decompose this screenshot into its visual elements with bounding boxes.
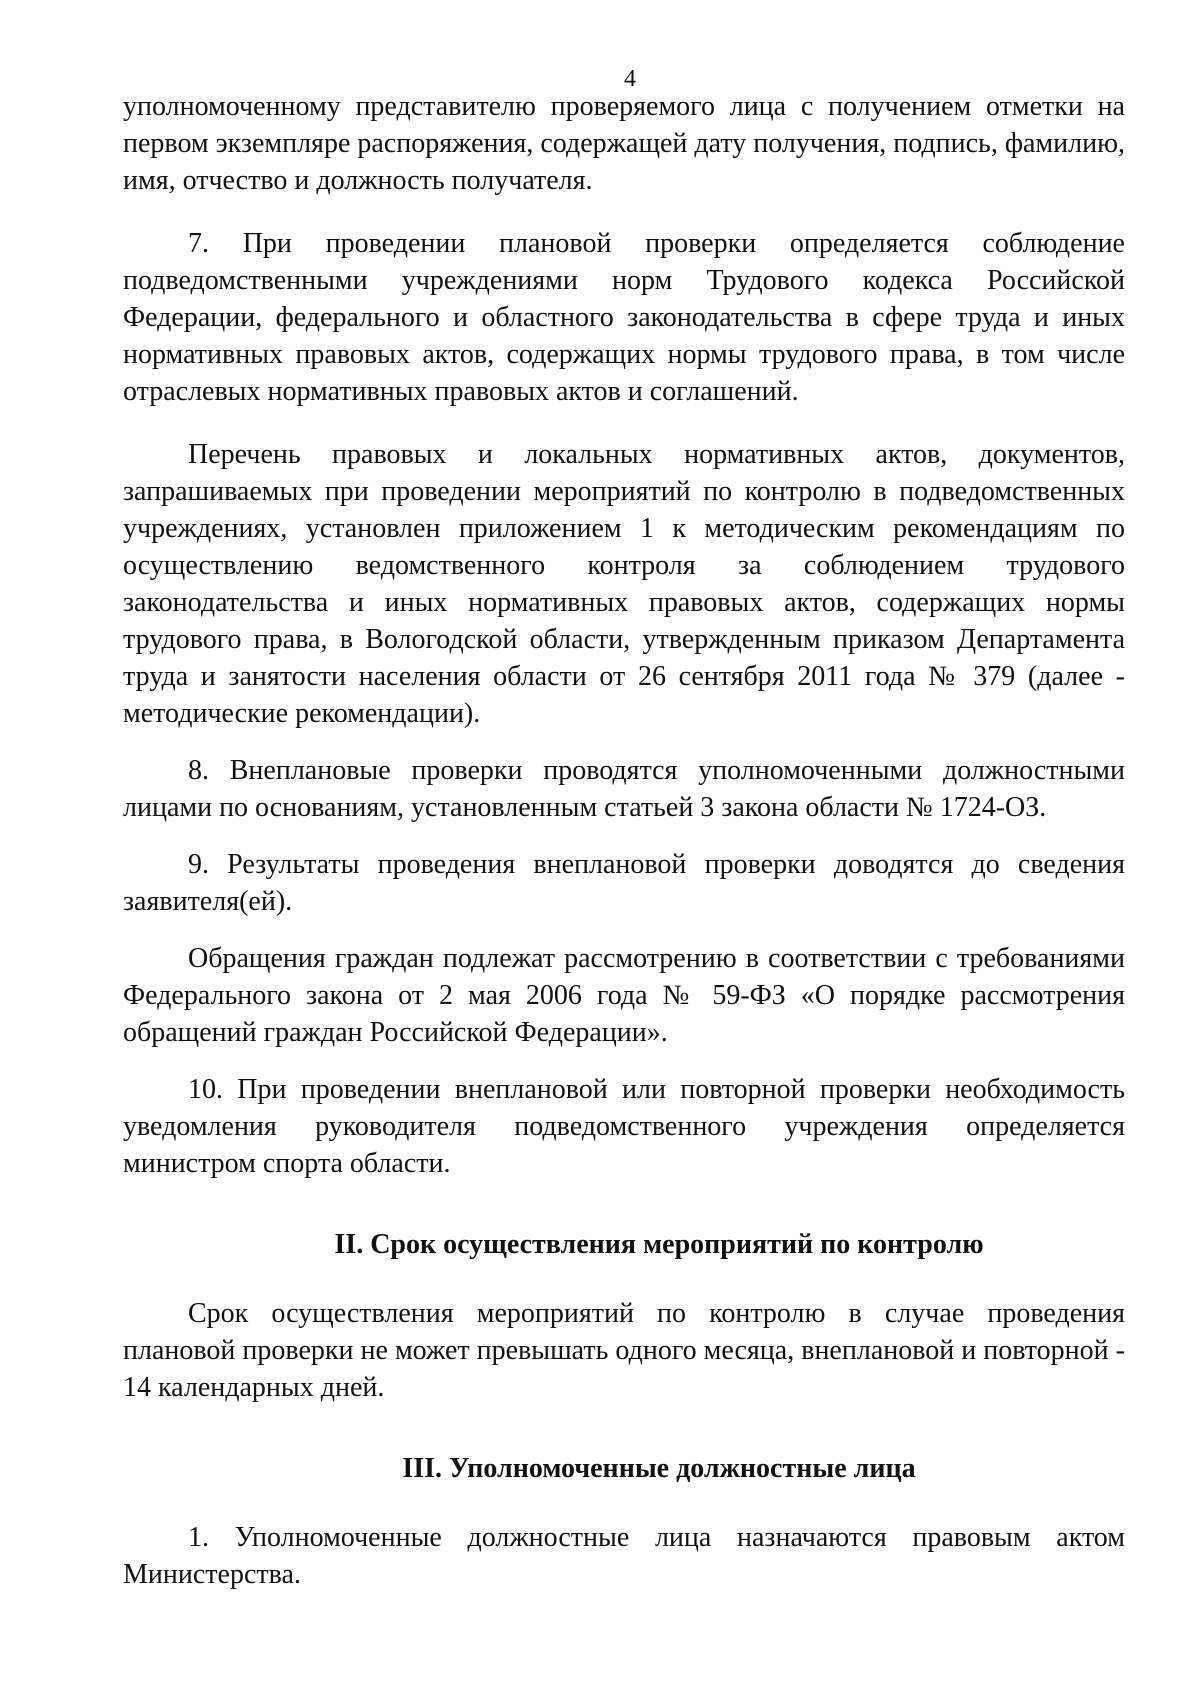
paragraph-appeals: Обращения граждан подлежат рассмотрению в соответствии с требованиями Федерального закона от 2 мая 2006 года № 59-ФЗ «О порядке рассмотрения обращений граждан Российской Федерации».: [123, 943, 1125, 1048]
section-heading-ii: II. Срок осуществления мероприятий по контролю: [334, 1229, 984, 1260]
document-body: [123, 88, 1125, 1593]
paragraph-item-10: 10. При проведении внеплановой или повторной проверки необходимость уведомления руководителя подведомственного учреждения определяется министром спорта области.: [123, 1074, 1125, 1179]
paragraph-item-9: 9. Результаты проведения внеплановой проверки доводятся до сведения заявителя(ей).: [123, 849, 1125, 917]
paragraph-term: Срок осуществления мероприятий по контролю в случае проведения плановой проверки не может превышать одного месяца, внеплановой и повторной - 14 календарных дней.: [123, 1298, 1125, 1403]
paragraph-iii-item-1: 1. Уполномоченные должностные лица назначаются правовым актом Министерства.: [123, 1522, 1125, 1590]
paragraph-item-7: 7. При проведении плановой проверки определяется соблюдение подведомственными учреждениями норм Трудового кодекса Российской Федерации, федерального и областного законодательства в сфере труда и иных нормативных правовых актов, содержащих нормы трудового права, в том числе отраслевых нормативных правовых актов и соглашений.: [123, 228, 1125, 407]
page-number: 4: [624, 66, 636, 92]
paragraph-item-8: 8. Внеплановые проверки проводятся уполномоченными должностными лицами по основаниям, установленным статьей 3 закона области № 1724-ОЗ.: [123, 755, 1125, 823]
paragraph-continuation: уполномоченному представителю проверяемого лица с получением отметки на первом экземпляре распоряжения, содержащей дату получения, подпись, фамилию, имя, отчество и должность получателя.: [123, 91, 1125, 196]
section-heading-iii: III. Уполномоченные должностные лица: [402, 1453, 916, 1484]
paragraph-documents-list: Перечень правовых и локальных нормативных актов, документов, запрашиваемых при проведении мероприятий по контролю в подведомственных учреждениях, установлен приложением 1 к методическим рекомендациям по осуществлению ведомственного контроля за соблюдением трудового законодательства и иных нормативных правовых актов, содержащих нормы трудового права, в Вологодской области, утвержденным приказом Департамента труда и занятости населения области от 26 сентября 2011 года № 379 (далее - методические рекомендации).: [123, 439, 1125, 729]
